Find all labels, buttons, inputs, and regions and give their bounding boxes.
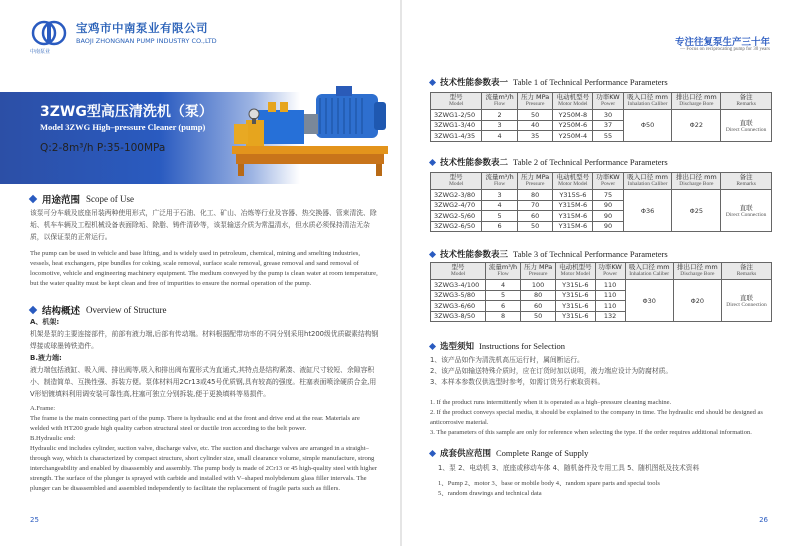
column-header-cn: 排出口径 mm [676,263,718,271]
table1-title [430,76,668,88]
selection-note-cn-2: 2、该产品如输送特殊介质时，应在订货时加以说明，液力端应设计为防腐材质。 [430,367,673,375]
company-logo-icon [30,20,74,48]
frame-text-en: The frame is the main connecting part of the pump. There is hydraulic end at the front and drive end at the rear. Materials are welded with HT200 grade high quality carbon structural steel or ductile iron according to the belt power. [30,415,360,432]
selection-heading-cn: 选型须知 [440,342,475,352]
column-header-cn: 备注 [739,173,753,181]
column-header-cn: 备注 [739,263,753,271]
inhalation-caliber-cell: Φ50 [623,110,672,142]
column-header-cn: 功率KW [596,93,620,101]
column-header [721,263,771,280]
company-name-cn: 宝鸡市中南泵业有限公司 [76,21,208,35]
product-title-cn: 3ZWG型高压清洗机（泵） [40,104,213,120]
remarks-en: Direct Connection [726,302,767,308]
table-cell: Y250M-8 [553,110,593,121]
remarks-en: Direct Connection [725,126,767,133]
table-cell: 3ZWG1-3/40 [431,120,482,131]
table-cell: 70 [517,200,553,211]
table-header-row [431,93,772,110]
table3-title-en: Table 3 of Technical Performance Parameters [513,249,668,259]
table-cell: 6 [482,221,517,232]
column-header [623,93,672,110]
column-header-en: Discharge Bore [679,181,714,187]
selection-heading [430,340,565,352]
table-cell: Y315M-6 [553,200,593,211]
column-header [721,173,772,190]
column-header-cn: 电动机型号 [556,173,590,181]
discharge-bore-cell: Φ20 [673,280,721,322]
column-header-cn: 功率KW [596,173,620,181]
performance-table-1 [430,92,772,142]
column-header-cn: 型号 [449,93,463,101]
table-cell: 80 [521,290,556,301]
diamond-bullet-icon [429,78,436,85]
table-cell: 110 [595,280,625,291]
table-header-row [431,263,772,280]
column-header [482,93,517,110]
table-cell: 75 [593,190,623,201]
column-header-en: Inhalation Caliber [627,101,668,107]
column-header [517,173,553,190]
selection-note-en-1: 1. If the product runs intermittently when it is operated as a high–pressure cleaning machine. [430,399,672,406]
table-cell: 3ZWG1-2/50 [431,110,482,121]
table-cell: 3ZWG3-8/50 [431,311,486,322]
diamond-bullet-icon [429,449,436,456]
selection-notes-cn [430,355,780,388]
product-spec: Q:2-8m³/h P:35-100MPa [40,142,166,154]
table-cell: 37 [593,120,623,131]
table-cell: 55 [593,131,623,142]
table2-title-en: Table 2 of Technical Performance Parameters [513,157,668,167]
frame-label-cn: A、机架: [30,318,60,326]
column-header-en: Inhalation Caliber [627,181,668,187]
column-header-en: Remarks [736,271,757,277]
column-header-en: Motor Model [558,101,588,107]
column-header-cn: 排出口径 mm [676,93,717,101]
column-header [625,263,673,280]
table-cell: 4 [486,280,521,291]
column-header [593,173,623,190]
table-cell: 110 [595,290,625,301]
table-row [431,280,772,291]
table-cell: 3 [482,190,517,201]
column-header-cn: 流量m³/h [488,263,518,271]
remarks-cell [721,190,772,232]
column-header-en: Pressure [525,181,545,187]
column-header [595,263,625,280]
column-header [431,263,486,280]
table-cell: 60 [521,301,556,312]
table-header-row [431,173,772,190]
table-cell: 50 [517,221,553,232]
column-header [672,173,721,190]
column-header [431,93,482,110]
table-cell: Y315L-6 [556,290,595,301]
table-cell: 3ZWG2-6/50 [431,221,482,232]
table1-title-cn: 技术性能参数表一 [440,78,509,88]
column-header [482,173,517,190]
hydraulic-text-en: Hydraulic end includes cylinder, suction valve, discharge valve, etc. The suction and discharge valves are arranged in a straight–through way, which is characterized by compact structure, short cylinder size, small clearance volume, simple manufacture, strong interchangeability and enabled by disassembly and assembly. The pump body is made of 2Cr13 or 45 high-quality steel with higher strength. The surface of the plunger is sprayed with carbide and installed with V–shaped molybdenum glass filler intervals. The plunger can be disassembled and assembled independently to facilitate the replacement of fragile parts such as fillers. [30,445,378,492]
table-cell: Y315L-6 [556,301,595,312]
table-cell: Y250M-4 [553,131,593,142]
hydraulic-label-cn: B.液力端: [30,354,62,362]
column-header [623,173,672,190]
diamond-bullet-icon [29,306,37,314]
performance-table-3 [430,262,772,322]
column-header-en: Discharge Bore [679,101,714,107]
company-name-en: BAOJI ZHONGNAN PUMP INDUSTRY CO.,LTD [76,37,217,45]
page-number-right: 26 [759,516,768,524]
column-header [553,93,593,110]
table-cell: 3 [482,120,517,131]
column-header [486,263,521,280]
column-header-cn: 压力 MPa [523,263,553,271]
table-cell: Y250M-6 [553,120,593,131]
table-cell: 132 [595,311,625,322]
remarks-cn: 直联 [739,204,753,212]
frame-label-en: A.Frame: [30,405,56,412]
column-header [431,173,482,190]
remarks-cell [721,110,772,142]
column-header-cn: 功率KW [598,263,622,271]
pump-image [228,74,396,186]
supply-items-en-2: 5、random drawings and technical data [438,490,542,497]
selection-note-en-3: 3. The parameters of this sample are only for reference when selecting the type. If the order requires additional information. [430,429,752,436]
column-header-cn: 电动机型号 [556,93,590,101]
column-header-cn: 压力 MPa [520,173,550,181]
scope-text-en: The pump can be used in vehicle and base lifting, and is widely used in petroleum, chemical, mining and smelting industries, vessels, heat exchangers, pipe bundles for coking, scale removal, surface scale removal, grease removal and sand removal of locomotive, vehicle and engineering machinery equipment. The medium conveyed by the pump is clean water at room temperature, but the water quality must be kept clean and free of impurities to ensure the normal operation of the pump. [30,250,378,287]
table-cell: 3ZWG3-6/60 [431,301,486,312]
supply-heading-cn: 成套供应范围 [440,449,492,459]
diamond-bullet-icon [429,342,436,349]
table3-title-cn: 技术性能参数表三 [440,250,509,260]
column-header-en: Motor Model [558,181,588,187]
hydraulic-label-en: B.Hydraulic end: [30,435,76,442]
column-header-en: Power [603,271,618,277]
table1-title-en: Table 1 of Technical Performance Parameters [513,77,668,87]
column-header-en: Model [450,271,466,277]
table-cell: Y315M-6 [553,221,593,232]
column-header-cn: 型号 [449,173,463,181]
table-cell: 90 [593,221,623,232]
table-cell: 100 [521,280,556,291]
table-cell: 30 [593,110,623,121]
column-header-cn: 备注 [739,93,753,101]
column-header-cn: 型号 [451,263,465,271]
column-header [672,93,721,110]
table-cell: Y315S-6 [553,190,593,201]
supply-items-cn: 1、泵 2、电动机 3、底座或移动车体 4、随机备件及专用工具 5、随机图纸及技术资料 [438,464,700,472]
diamond-bullet-icon [29,195,37,203]
discharge-bore-cell: Φ22 [672,110,721,142]
column-header-en: Remarks [736,181,756,187]
column-header-cn: 压力 MPa [520,93,550,101]
table-cell: 4 [482,200,517,211]
inhalation-caliber-cell: Φ30 [625,280,673,322]
column-header-cn: 流量m³/h [485,93,514,101]
supply-heading-en: Complete Range of Supply [496,448,589,458]
structure-heading-en: Overview of Structure [86,305,167,315]
remarks-cell [721,280,771,322]
table-cell: 3ZWG1-4/35 [431,131,482,142]
table-cell: 6 [486,301,521,312]
column-header-en: Flow [493,101,506,107]
column-header [721,93,772,110]
table-cell: 3ZWG2-5/60 [431,211,482,222]
selection-heading-en: Instructions for Selection [479,341,565,351]
table-cell: 60 [517,211,553,222]
structure-heading-cn: 结构概述 [42,306,81,317]
table-cell: 3ZWG3-4/100 [431,280,486,291]
table2-title [430,156,668,168]
selection-note-cn-3: 3、本样本参数仅供选型时参考，如需订货另行索取资料。 [430,378,605,386]
column-header-en: Motor Model [560,271,591,277]
column-header-cn: 流量m³/h [485,173,514,181]
table-cell: 8 [486,311,521,322]
column-header-en: Model [448,101,464,107]
table-cell: Y315L-6 [556,311,595,322]
selection-note-cn-1: 1、该产品如作为清洗机高压运行时，属间断运行。 [430,356,584,364]
column-header-en: Power [600,181,616,187]
table-cell: 90 [593,200,623,211]
remarks-cn: 直联 [739,118,753,127]
column-header-cn: 吸入口径 mm [627,93,668,101]
structure-en-block [30,404,380,494]
column-header-en: Discharge Bore [680,271,715,277]
structure-heading [30,303,167,317]
inhalation-caliber-cell: Φ36 [623,190,672,232]
table2-title-cn: 技术性能参数表二 [440,158,509,168]
table-cell: 3ZWG2-3/80 [431,190,482,201]
column-header-en: Flow [493,181,506,187]
column-header-en: Flow [497,271,509,277]
column-header [521,263,556,280]
remarks-cn: 直联 [739,294,753,302]
remarks-en: Direct Connection [725,212,767,218]
structure-cn-block [30,316,380,400]
table-cell: 3ZWG2-4/70 [431,200,482,211]
logo-text: 中南泵业 [30,49,51,55]
column-header [593,93,623,110]
diamond-bullet-icon [429,158,436,165]
supply-items-en-1: 1、Pump 2、motor 3、base or mobile body 4、random spare parts and special tools [438,480,660,487]
table-cell: Y315L-6 [556,280,595,291]
column-header-cn: 吸入口径 mm [628,263,670,271]
column-header [556,263,595,280]
table-cell: Y315M-6 [553,211,593,222]
table-cell: 5 [482,211,517,222]
slogan-en: — Focus on reciprocating pump for 30 years [680,47,770,52]
diamond-bullet-icon [429,250,436,257]
hydraulic-text-cn: 液力端包括液缸、吸入阀、排出阀等,吸入和排出阀布置形式为直通式,其特点是结构紧凑、液缸尺寸较短、余隙容积小、制造简单、互换性强、拆装方便。泵体材料用2Cr13或45号优质钢,具有较高的强度。柱塞表面喷涂硬质合金,用V形铝镀填料利用调安装可靠性高,柱塞可独立分别拆装,便于更换填料等易损件。 [30,366,377,398]
selection-note-en-2: 2. If the product conveys special media, it should be explained to the company in time. The hydraulic end should be designed as anticorrosive material. [430,409,763,426]
right-page [402,0,800,546]
table-row [431,190,772,201]
table-cell: 35 [517,131,553,142]
table-cell: 40 [517,120,553,131]
table-cell: 90 [593,211,623,222]
table-cell: 5 [486,290,521,301]
selection-notes-en [430,398,780,438]
column-header-en: Remarks [736,101,756,107]
column-header-en: Pressure [528,271,548,277]
table-cell: 80 [517,190,553,201]
column-header-en: Power [600,101,616,107]
column-header-en: Inhalation Caliber [629,271,670,277]
column-header-cn: 电动机型号 [559,263,592,271]
slogan-cn: 专注往复泵生产三十年 [674,37,770,48]
column-header-en: Model [448,181,464,187]
column-header-en: Pressure [525,101,545,107]
frame-text-cn: 机架是泵的主要连接部件，前部有液力端,后部有传动端。材料根据配带功率的不同分别采用ht200级优质碳素结构钢焊接或球墨铸铁造件。 [30,330,379,350]
supply-list [438,463,778,499]
table-row [431,110,772,121]
table-cell: 50 [517,110,553,121]
table-cell: 4 [482,131,517,142]
table3-title [430,248,668,260]
scope-text-cn: 该泵可分车载及底座吊装两种使用形式，广泛用于石油、化工、矿山、冶炼等行业及容器、热交换器、管束清洗、除垢、机车车辆及工程机械设备表面除垢、除脂、铸件清砂等，该泵输送介质为常温清水，但水质必须保持清洁无杂质，以保证泵的正常运行。 [30,209,377,241]
supply-heading [430,447,588,459]
scope-heading-en: Scope of Use [86,194,135,204]
performance-table-2 [430,172,772,232]
table-cell: 50 [521,311,556,322]
discharge-bore-cell: Φ25 [672,190,721,232]
column-header-cn: 吸入口径 mm [627,173,668,181]
table-cell: 3ZWG3-5/80 [431,290,486,301]
column-header [673,263,721,280]
column-header [553,173,593,190]
page-number-left: 25 [30,516,39,524]
scope-heading [30,192,134,206]
scope-heading-cn: 用途范围 [42,195,81,206]
table-cell: 2 [482,110,517,121]
column-header-cn: 排出口径 mm [676,173,717,181]
product-title-en: Model 3ZWG High–pressure Cleaner (pump) [40,122,206,132]
table-cell: 110 [595,301,625,312]
column-header [517,93,553,110]
